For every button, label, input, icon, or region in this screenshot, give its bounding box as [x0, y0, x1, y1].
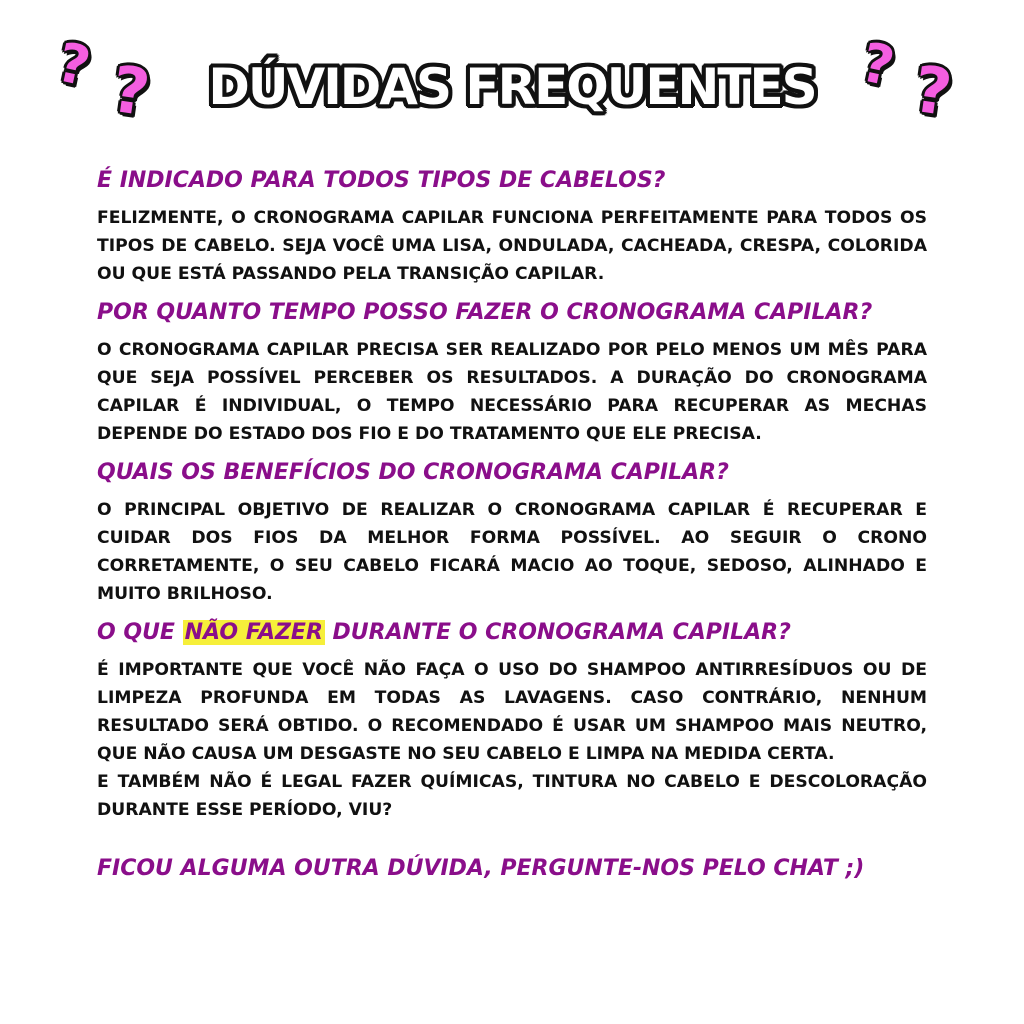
faq-answer-paragraph: É IMPORTANTE QUE VOCÊ NÃO FAÇA O USO DO SHAMPOO ANTIRRESÍDUOS OU DE LIMPEZA PROFUNDA EM TODAS AS LAVAGENS. CASO CONTRÁRIO, NENHUM RESULTADO SERÁ OBTIDO. O RECOMENDADO É USAR UM SHAMPOO MAIS NEUTRO, QUE NÃO CAUSA UM DESGASTE NO SEU CABELO E LIMPA NA MEDIDA CERTA. [97, 660, 927, 764]
faq-answer: O PRINCIPAL OBJETIVO DE REALIZAR O CRONOGRAMA CAPILAR É RECUPERAR E CUIDAR DOS FIOS DA MELHOR FORMA POSSÍVEL. AO SEGUIR O CRONO CORRETAMENTE, O SEU CABELO FICARÁ MACIO AO TOQUE, SEDOSO, ALINHADO E MUITO BRILHOSO. [97, 500, 927, 604]
faq-item [97, 458, 927, 608]
question-mark-icon: ? [107, 52, 155, 132]
faq-item [97, 166, 927, 288]
faq-question: QUAIS OS BENEFÍCIOS DO CRONOGRAMA CAPILAR? [97, 460, 729, 485]
faq-question [97, 618, 927, 648]
faq-question-suffix: DURANTE O CRONOGRAMA CAPILAR? [324, 620, 791, 645]
faq-question: É INDICADO PARA TODOS TIPOS DE CABELOS? [97, 168, 666, 193]
faq-answer-paragraph: E TAMBÉM NÃO É LEGAL FAZER QUÍMICAS, TINTURA NO CABELO E DESCOLORAÇÃO DURANTE ESSE PERÍODO, VIU? [97, 772, 927, 820]
faq-list [97, 166, 927, 892]
question-mark-icon: ? [51, 30, 96, 99]
faq-item [97, 298, 927, 448]
faq-answer [97, 656, 927, 824]
page-title: DÚVIDAS FREQUENTES [208, 58, 816, 116]
header [0, 30, 1024, 148]
closing-message: FICOU ALGUMA OUTRA DÚVIDA, PERGUNTE-NOS PELO CHAT ;) [97, 856, 865, 881]
faq-question-prefix: O QUE [97, 620, 183, 645]
faq-item [97, 618, 927, 824]
faq-answer: FELIZMENTE, O CRONOGRAMA CAPILAR FUNCIONA PERFEITAMENTE PARA TODOS OS TIPOS DE CABELO. SEJA VOCÊ UMA LISA, ONDULADA, CACHEADA, CRESPA, COLORIDA OU QUE ESTÁ PASSANDO PELA TRANSIÇÃO CAPILAR. [97, 208, 927, 284]
question-mark-icon: ? [855, 30, 900, 99]
faq-question: POR QUANTO TEMPO POSSO FAZER O CRONOGRAMA CAPILAR? [97, 300, 873, 325]
question-mark-icon: ? [909, 52, 957, 132]
highlighted-text: NÃO FAZER [184, 620, 323, 645]
faq-answer: O CRONOGRAMA CAPILAR PRECISA SER REALIZADO POR PELO MENOS UM MÊS PARA QUE SEJA POSSÍVEL PERCEBER OS RESULTADOS. A DURAÇÃO DO CRONOGRAMA CAPILAR É INDIVIDUAL, O TEMPO NECESSÁRIO PARA RECUPERAR AS MECHAS DEPENDE DO ESTADO DOS FIO E DO TRATAMENTO QUE ELE PRECISA. [97, 340, 927, 444]
